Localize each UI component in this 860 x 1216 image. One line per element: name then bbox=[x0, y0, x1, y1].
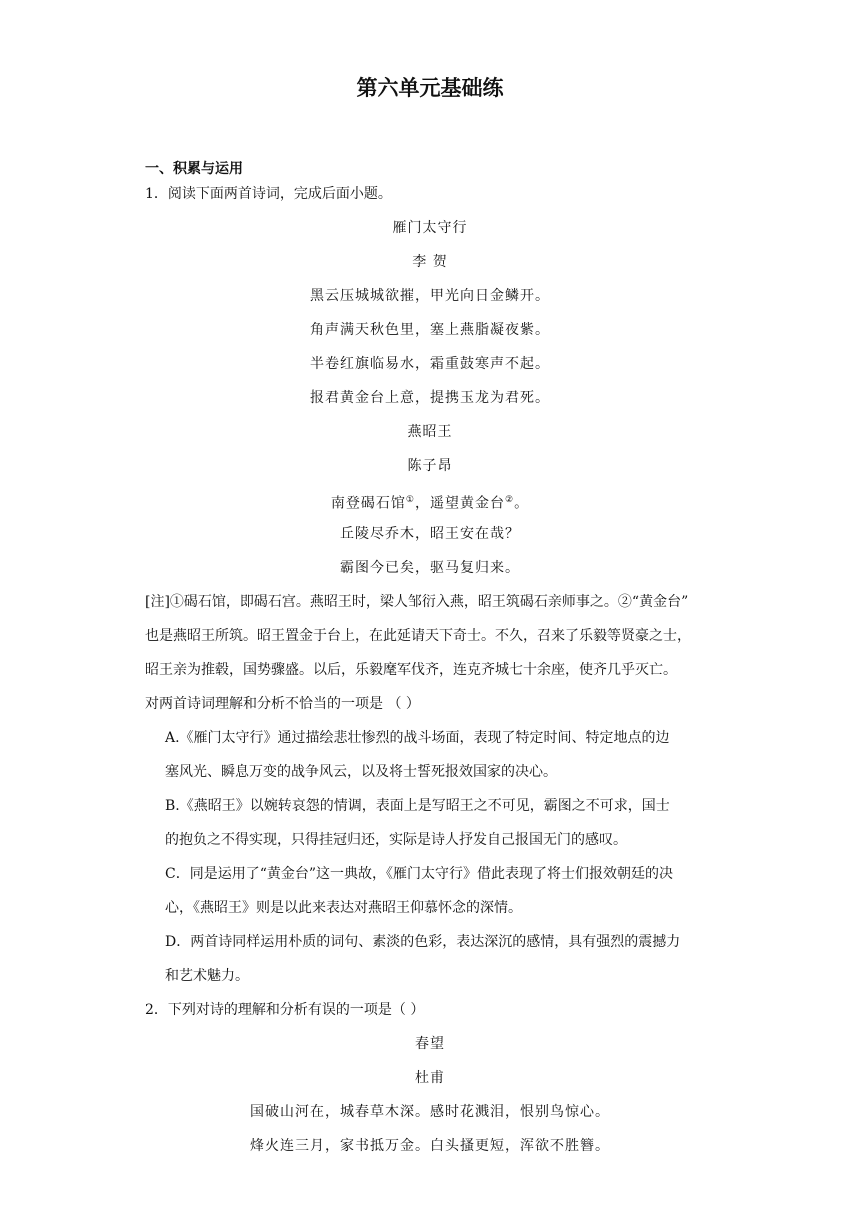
poem-2-line: 丘陵尽乔木，昭王安在哉？ bbox=[340, 526, 520, 542]
question-2-stem: 2．下列对诗的理解和分析有误的一项是（ ） bbox=[145, 1002, 425, 1018]
poem-1-author: 李 贺 bbox=[412, 254, 448, 270]
poem-2-line1-part: 南登碣石馆 bbox=[330, 495, 406, 512]
poem-2-line1-part: 。 bbox=[514, 495, 530, 512]
footnote-marker: ② bbox=[505, 495, 515, 505]
poem-1-title: 雁门太守行 bbox=[392, 220, 468, 236]
option-d-line: 和艺术魅力。 bbox=[165, 968, 249, 984]
option-d-line: D．两首诗同样运用朴质的词句、素淡的色彩，表达深沉的感情，具有强烈的震撼力 bbox=[165, 934, 681, 950]
page-title: 第六单元基础练 bbox=[356, 76, 504, 100]
poem-2-line: 霸图今已矣，驱马复归来。 bbox=[340, 560, 520, 576]
option-c-line: C．同是运用了“黄金台”这一典故，《雁门太守行》借此表现了将士们报效朝廷的决 bbox=[165, 866, 674, 882]
annotation-line: [注]①碣石馆，即碣石宫。燕昭王时，梁人邹衍入燕，昭王筑碣石亲师事之。②“黄金台” bbox=[145, 594, 689, 610]
poem-2-line bbox=[0, 490, 860, 514]
option-b-line: B.《燕昭王》以婉转哀怨的情调，表面上是写昭王之不可见，霸图之不可求，国士 bbox=[165, 798, 670, 814]
poem-1-line: 黑云压城城欲摧，甲光向日金鳞开。 bbox=[310, 288, 550, 304]
poem-2-author: 陈子昂 bbox=[407, 458, 453, 474]
option-a-line: A.《雁门太守行》通过描绘悲壮惨烈的战斗场面，表现了特定时间、特定地点的边 bbox=[165, 730, 670, 746]
poem-1-line: 角声满天秋色里，塞上燕脂凝夜紫。 bbox=[310, 322, 550, 338]
option-c-line: 心，《燕昭王》则是以此来表达对燕昭王仰慕怀念的深情。 bbox=[165, 900, 522, 916]
question-1-prompt: 对两首诗词理解和分析不恰当的一项是 （ ） bbox=[145, 696, 420, 712]
poem-3-line: 国破山河在，城春草木深。感时花溅泪，恨别鸟惊心。 bbox=[250, 1104, 610, 1120]
poem-3-author: 杜甫 bbox=[415, 1070, 445, 1086]
option-b-line: 的抱负之不得实现，只得挂冠归还，实际是诗人抒发自己报国无门的感叹。 bbox=[165, 832, 627, 848]
poem-3-title: 春望 bbox=[415, 1036, 445, 1052]
poem-1-line: 半卷红旗临易水，霜重鼓寒声不起。 bbox=[310, 356, 550, 372]
poem-2-line1-part: ，遥望黄金台 bbox=[415, 495, 505, 512]
option-a-line: 塞风光、瞬息万变的战争风云，以及将士誓死报效国家的决心。 bbox=[165, 764, 557, 780]
footnote-marker: ① bbox=[405, 495, 415, 505]
poem-1-line: 报君黄金台上意，提携玉龙为君死。 bbox=[310, 390, 550, 406]
poem-3-line: 烽火连三月，家书抵万金。白头搔更短，浑欲不胜簪。 bbox=[250, 1138, 610, 1154]
question-1-stem: 1．阅读下面两首诗词，完成后面小题。 bbox=[145, 186, 392, 202]
section-heading: 一、积累与运用 bbox=[145, 161, 243, 177]
annotation-line: 昭王亲为推毂，国势骤盛。以后，乐毅麾军伐齐，连克齐城七十余座，使齐几乎灭亡。 bbox=[145, 662, 677, 678]
poem-2-title: 燕昭王 bbox=[407, 424, 453, 440]
annotation-line: 也是燕昭王所筑。昭王置金于台上，在此延请天下奇士。不久，召来了乐毅等贤豪之士， bbox=[145, 628, 691, 644]
